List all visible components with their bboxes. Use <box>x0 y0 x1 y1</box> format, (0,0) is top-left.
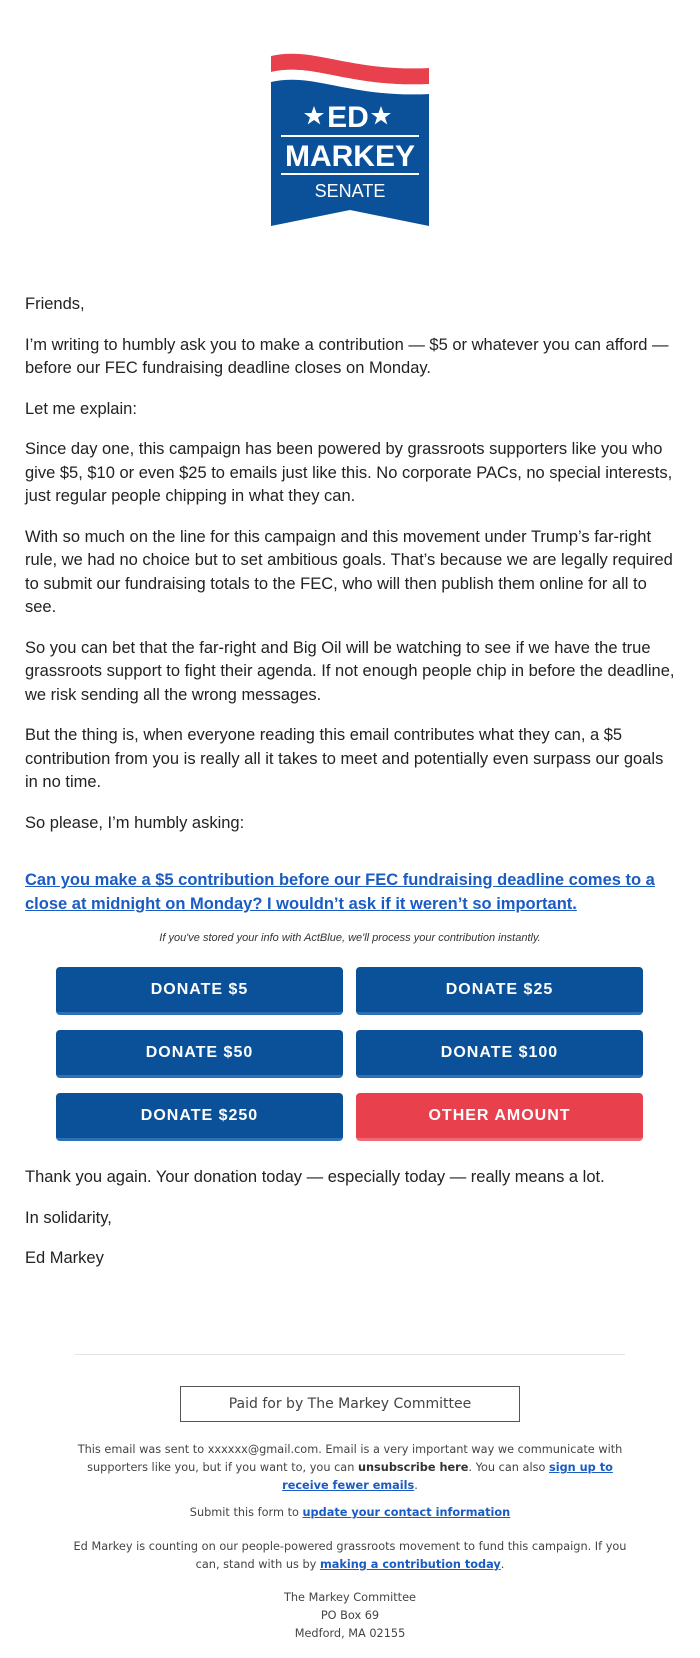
donate-50-button[interactable]: DONATE $50 <box>56 1030 343 1078</box>
greeting: Friends, <box>25 295 85 313</box>
signoff-text: In solidarity, <box>25 1208 112 1227</box>
other-amount-button[interactable]: OTHER AMOUNT <box>356 1093 643 1141</box>
contribution-link[interactable]: Can you make a $5 contribution before our FEC fundraising deadline comes to a close at midnight on Monday? I wouldn’t ask if it weren’t so important. <box>25 871 655 913</box>
actblue-note: If you've stored your info with ActBlue, we'll process your contribution instantly. <box>159 932 541 944</box>
donate-25-button[interactable]: DONATE $25 <box>356 967 643 1015</box>
footer-grassroots: Ed Markey is counting on our people-powered grassroots movement to fund this campaign. If you can, stand with us by making a contribution today. <box>73 1540 627 1571</box>
closing <box>25 1166 677 1288</box>
recipient-email: xxxxxx@gmail.com <box>207 1443 319 1456</box>
unsubscribe-link[interactable]: unsubscribe here <box>357 1461 469 1474</box>
svg-text:SENATE: SENATE <box>314 181 386 201</box>
footer-sent-notice: This email was sent to xxxxxx@gmail.com. Email is a very important way we communicate with supporters like you, but if you want to, you can unsubscribe here. You can also sign up to receive fewer emails. <box>77 1443 623 1492</box>
address-city: Medford, MA 02155 <box>294 1627 406 1640</box>
paragraph-3: Since day one, this campaign has been powered by grassroots supporters like you who give $5, $10 or even $25 to emails just like this. No corporate PACs, no special interests, just regular people chipping in what they can. <box>25 440 673 505</box>
paragraph-6: But the thing is, when everyone reading this email contributes what they can, a $5 contribution from you is really all it takes to meet and potentially even surpass our goals in no time. <box>25 726 664 791</box>
thanks-text: Thank you again. Your donation today — especially today — really means a lot. <box>25 1168 605 1186</box>
paragraph-5: So you can bet that the far-right and Big Oil will be watching to see if we have the true grassroots support to fight their agenda. If not enough people chip in before the deadline, we risk sending all the wrong messages. <box>25 638 675 704</box>
donate-100-button[interactable]: DONATE $100 <box>356 1030 643 1078</box>
email-body <box>25 293 677 852</box>
paragraph-1: I’m writing to humbly ask you to make a contribution — $5 or whatever you can afford — before our FEC fundraising deadline closes on Monday. <box>25 335 669 377</box>
fewer-emails-link[interactable]: sign up to receive fewer emails <box>282 1461 613 1492</box>
donate-250-button[interactable]: DONATE $250 <box>56 1093 343 1141</box>
update-contact-link[interactable]: update your contact information <box>302 1506 511 1519</box>
make-contribution-link[interactable]: making a contribution today <box>319 1558 501 1571</box>
paragraph-7: So please, I’m humbly asking: <box>25 813 245 832</box>
svg-text:ED: ED <box>327 101 369 134</box>
paid-for-box: Paid for by The Markey Committee <box>180 1386 520 1422</box>
signature-name: Ed Markey <box>25 1249 104 1267</box>
footer-divider <box>75 1354 625 1355</box>
ed-markey-logo <box>269 50 431 226</box>
address-name: The Markey Committee <box>284 1591 416 1604</box>
paragraph-2: Let me explain: <box>25 399 137 418</box>
footer-address <box>70 1589 630 1643</box>
footer-update-info: Submit this form to update your contact information <box>189 1506 511 1519</box>
svg-text:MARKEY: MARKEY <box>284 140 416 173</box>
address-box: PO Box 69 <box>320 1609 380 1622</box>
donate-5-button[interactable]: DONATE $5 <box>56 967 343 1015</box>
paragraph-4: With so much on the line for this campaign and this movement under Trump’s far-right rule, we had no choice but to set ambitious goals. That’s because we are legally required to submit our fundraising totals to the FEC, who will then publish them online for all to see. <box>25 527 673 616</box>
logo-container <box>0 50 700 250</box>
